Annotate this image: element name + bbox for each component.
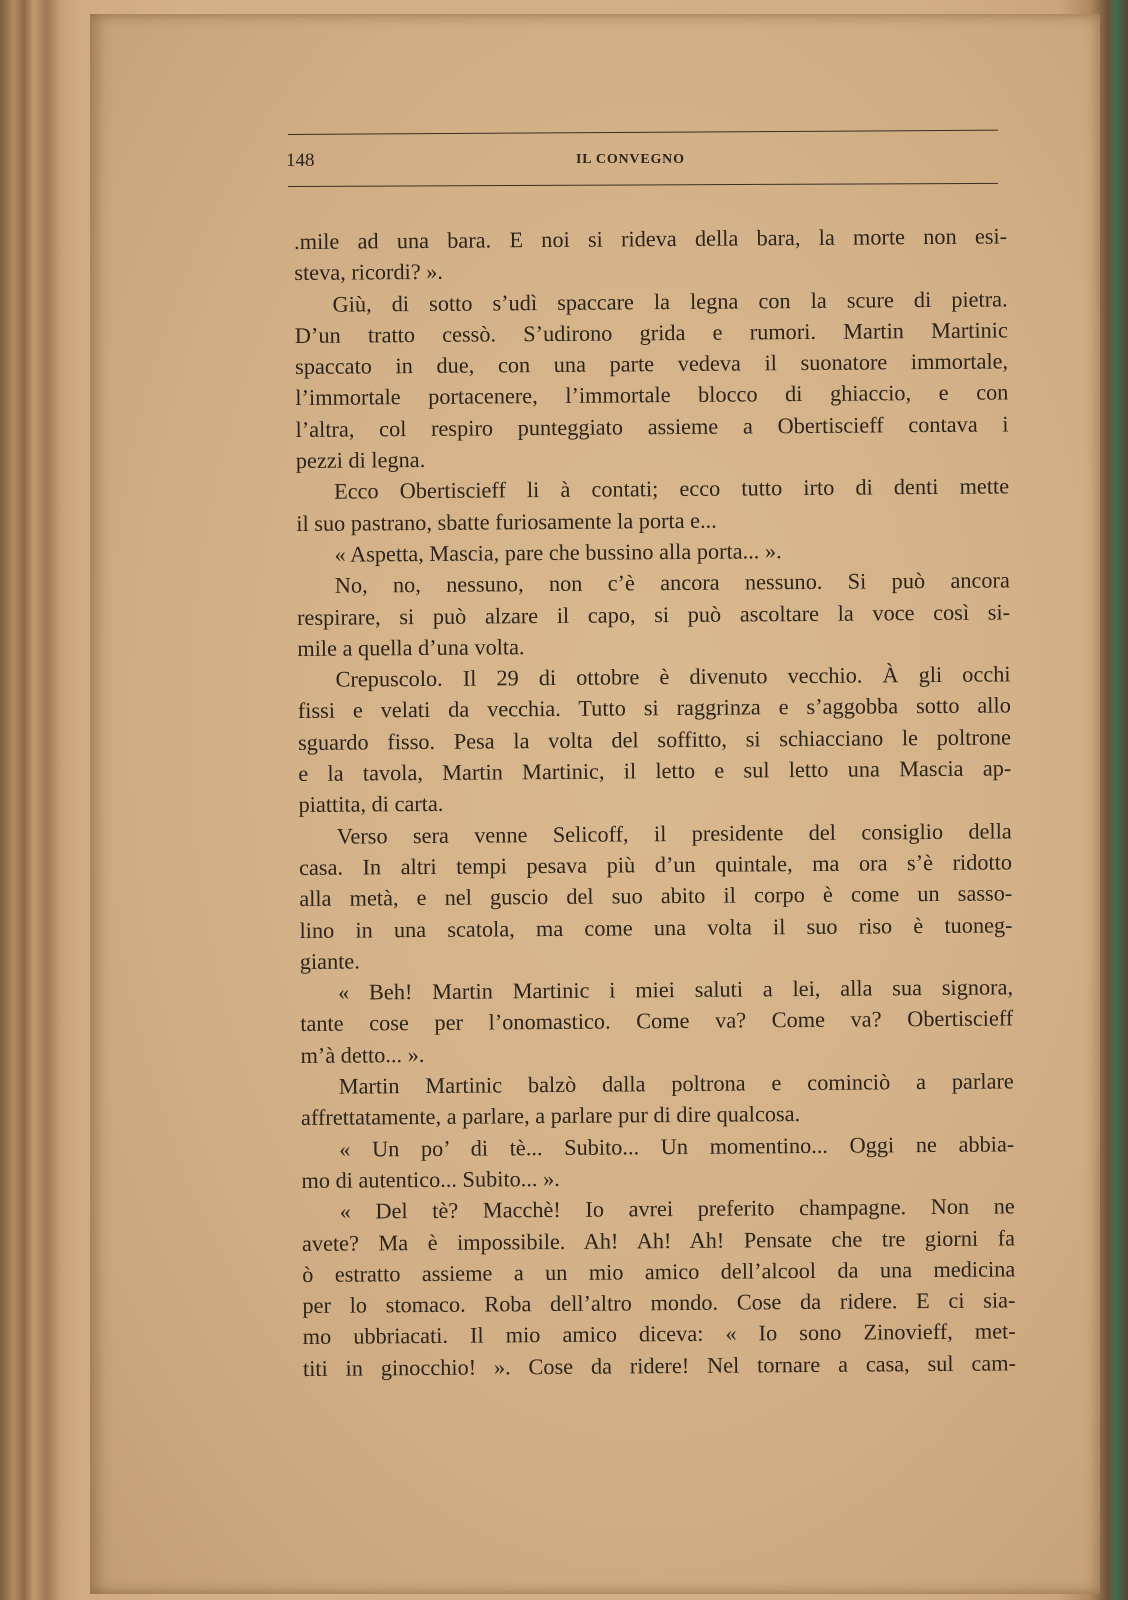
text-line: mo di autentico... Subito... ».	[301, 1165, 560, 1193]
text-line: titi in ginocchio! ». Cose da ridere! Nel tornare a casa, sul cam-	[302, 1350, 1017, 1381]
page-number: 148	[286, 150, 315, 171]
text-line: avete? Ma è impossibile. Ah! Ah! Ah! Pensate che tre giorni fa	[301, 1224, 1016, 1256]
text-line: l’altra, col respiro punteggiato assieme a Obertiscieff contava i	[295, 411, 1009, 442]
text-line: fissi e velati da vecchia. Tutto si raggrinza e s’aggobba sotto allo	[297, 692, 1011, 724]
text-line: Martin Martinic balzò dalla poltrona e cominciò a parlare	[338, 1068, 1014, 1099]
text-line: spaccato in due, con una parte vedeva il suonatore immortale,	[295, 348, 1009, 380]
text-line: pezzi di legna.	[295, 447, 426, 474]
text-line: « Un po’ di tè... Subito... Un momentino... Oggi ne abbia-	[339, 1130, 1015, 1162]
text-line: « Beh! Martin Martinic i miei saluti a lei, alla sua signora,	[337, 974, 1014, 1005]
text-line: l’immortale portacenere, l’immortale blocco di ghiaccio, e con	[295, 379, 1009, 411]
text-line: respirare, si può alzare il capo, si può ascoltare la voce così si-	[296, 598, 1011, 630]
text-line: Verso sera venne Selicoff, il presidente del consiglio della	[336, 818, 1012, 849]
page-header	[286, 148, 998, 174]
text-line: Ecco Obertiscieff li à contati; ecco tutto irto di denti mette	[333, 473, 1010, 505]
text-line: alla metà, e nel guscio del suo abito il corpo è come un sasso-	[299, 880, 1013, 912]
text-line: Crepuscolo. Il 29 di ottobre è divenuto vecchio. À gli occhi	[335, 661, 1011, 692]
text-line: giante.	[299, 948, 360, 974]
text-line: piattita, di carta.	[298, 791, 444, 818]
text-line: Giù, di sotto s’udì spaccare la legna con la scure di pietra.	[332, 285, 1008, 317]
text-line: steva, ricordi? ».	[294, 259, 444, 286]
text-line: e la tavola, Martin Martinic, il letto e sul letto una Mascia ap-	[298, 755, 1012, 787]
text-line: No, no, nessuno, non c’è ancora nessuno. Si può ancora	[334, 567, 1010, 598]
text-line: m’à detto... ».	[300, 1041, 425, 1068]
text-line: sguardo fisso. Pesa la volta del soffitto, si schiacciano le poltrone	[297, 724, 1012, 755]
text-line: ò estratto assieme a un mio amico dell’alcool da una medicina	[302, 1256, 1016, 1287]
text-line: D’un tratto cessò. S’udirono grida e rumori. Martin Martinic	[294, 317, 1008, 348]
text-line: per lo stomaco. Roba dell’altro mondo. Cose da ridere. E ci sia-	[302, 1287, 1016, 1319]
body-text	[294, 220, 1016, 1384]
text-line: « Aspetta, Mascia, pare che bussino alla porta... ».	[334, 538, 782, 567]
text-line: affrettatamente, a parlare, a parlare pur di dire qualcosa.	[300, 1101, 801, 1131]
text-line: mile a quella d’una volta.	[297, 634, 525, 661]
text-line: « Del tè? Macchè! Io avrei preferito champagne. Non ne	[339, 1193, 1015, 1224]
text-line: mo ubbriacati. Il mio amico diceva: « Io sono Zinovieff, met-	[302, 1318, 1016, 1350]
text-line: casa. In altri tempi pesava più d’un quintale, ma ora s’è ridotto	[298, 849, 1013, 880]
text-line: .mile ad una bara. E noi si rideva della bara, la morte non esi-	[294, 223, 1008, 254]
running-title: IL CONVEGNO	[576, 152, 685, 167]
text-line: lino in una scatola, ma come una volta il suo riso è tuoneg-	[299, 911, 1013, 943]
text-line: tante cose per l’onomastico. Come va? Come va? Obertiscieff	[300, 1005, 1014, 1037]
text-line: il suo pastrano, sbatte furiosamente la porta e...	[296, 507, 717, 536]
